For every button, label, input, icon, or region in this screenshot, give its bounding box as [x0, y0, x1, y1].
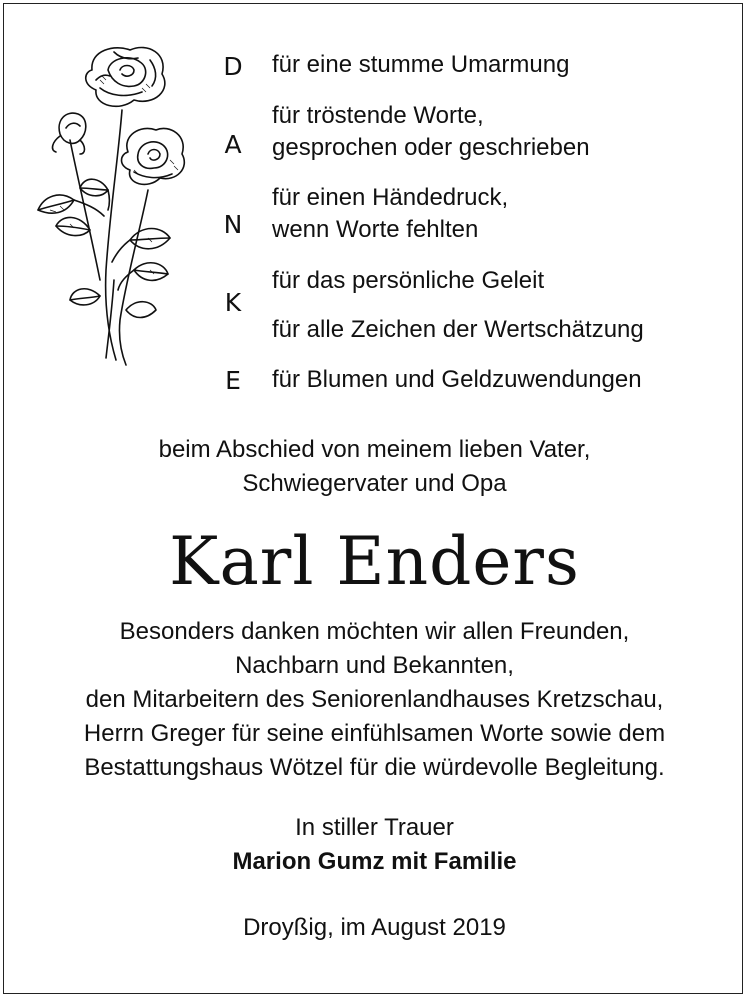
danke-letter-k: K	[224, 288, 242, 317]
family-name: Marion Gumz mit Familie	[232, 848, 517, 875]
intro-line: beim Abschied von meinem lieben Vater,	[158, 436, 591, 463]
rose-illustration	[30, 40, 190, 370]
deceased-name: Karl Enders	[169, 523, 580, 600]
danke-line: für eine stumme Umarmung	[272, 51, 570, 78]
danke-letter-n: N	[223, 210, 243, 239]
thanks-line: Bestattungshaus Wötzel für die würdevolle Begleitung.	[84, 754, 665, 781]
danke-letter-a: A	[224, 130, 242, 159]
danke-line: für alle Zeichen der Wertschätzung	[272, 316, 644, 343]
danke-line: gesprochen oder geschrieben	[272, 134, 590, 161]
danke-line: für einen Händedruck,	[272, 184, 509, 211]
danke-line: für tröstende Worte,	[272, 102, 484, 129]
danke-letter-d: D	[223, 52, 243, 81]
thanks-line: Nachbarn und Bekannten,	[235, 652, 514, 679]
danke-line: für Blumen und Geldzuwendungen	[272, 366, 642, 393]
thanks-line: Herrn Greger für seine einfühlsamen Worte sowie dem	[83, 720, 666, 747]
danke-line: für das persönliche Geleit	[272, 267, 545, 294]
danke-line: wenn Worte fehlten	[272, 216, 479, 243]
intro-line: Schwiegervater und Opa	[242, 470, 507, 497]
mourning-text: In stiller Trauer	[295, 814, 454, 841]
danke-letter-e: E	[225, 366, 241, 395]
place-date: Droyßig, im August 2019	[243, 914, 506, 941]
thanks-line: den Mitarbeitern des Seniorenlandhauses Kretzschau,	[85, 686, 664, 713]
thanks-line: Besonders danken möchten wir allen Freunden,	[119, 618, 630, 645]
